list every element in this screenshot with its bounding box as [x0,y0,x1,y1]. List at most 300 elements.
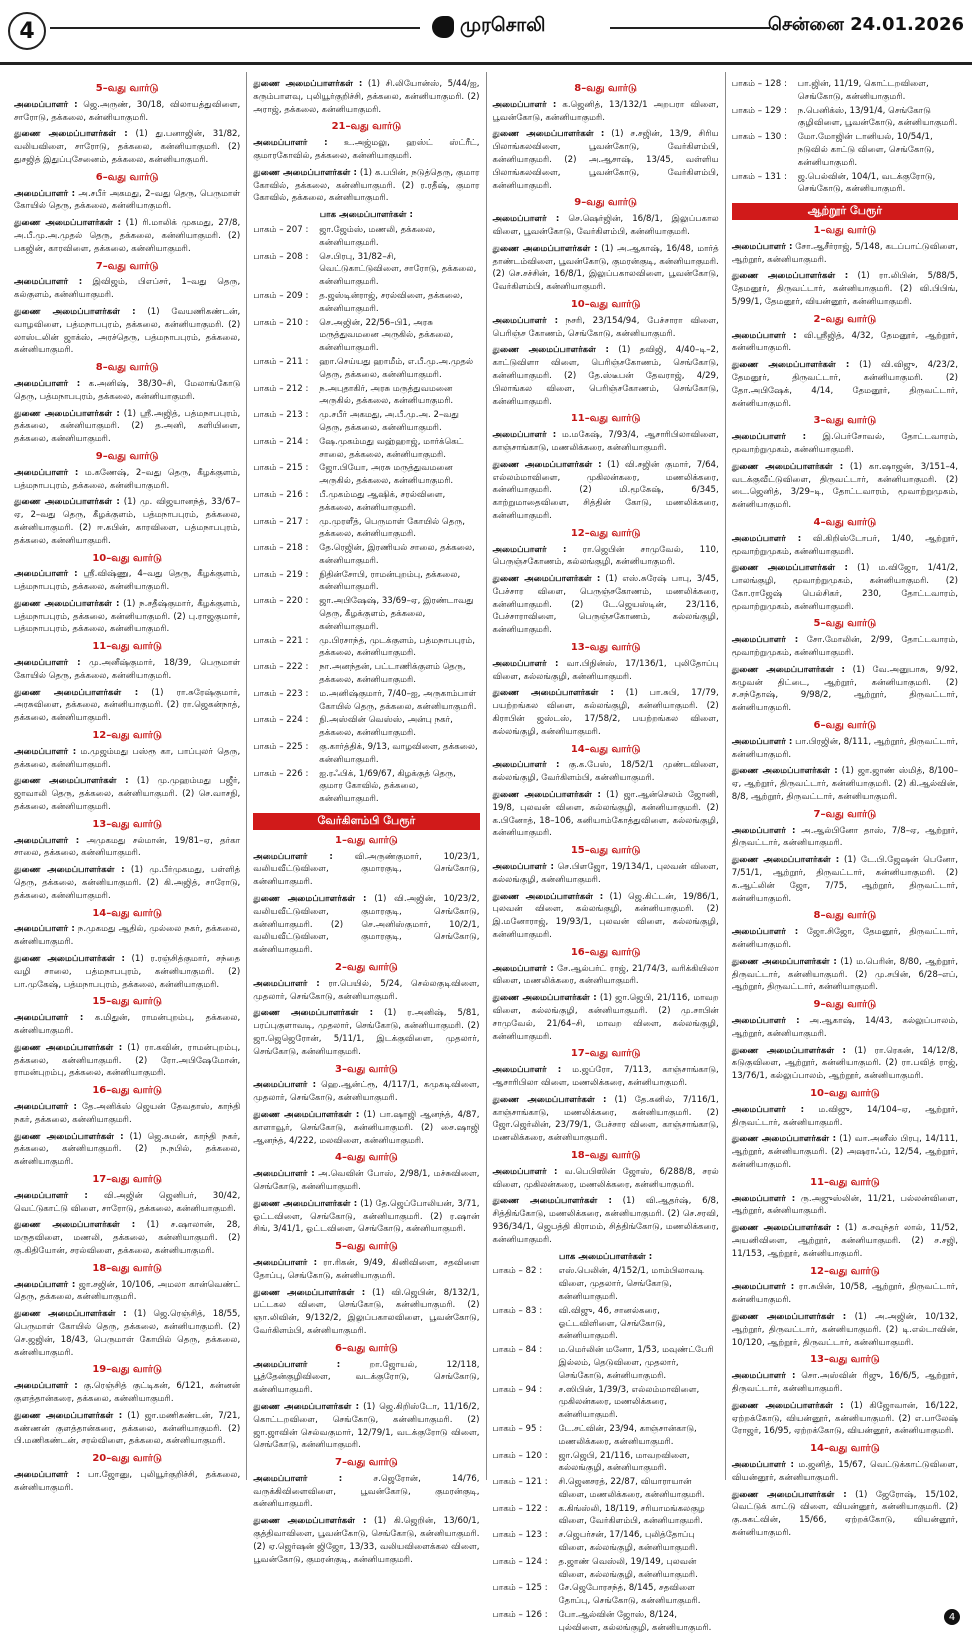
booth-row [732,131,958,169]
ward-heading: 11–வது வார்டு [570,413,641,425]
appointment-entry [253,1515,479,1566]
role-label: துணை அமைப்பாளர்கள் : [253,894,367,905]
appointee-details: ரா.பெயில், 5/24, செல்லகுடிவிளை, முதலார், செங்கோடு, கன்னியாகுமரி. [253,978,480,1002]
appointment-entry [14,1469,240,1495]
appointment-entry [493,344,719,408]
booth-number: பாகம் – 214 : [253,436,309,447]
brand-name: முரசொலி [460,14,546,36]
role-label: அமைப்பாளர் : [14,1101,77,1112]
booth-details: ம.அனிஷ்குமார், 7/40–ஐ, அருகாம்பாள் கோயில் தெரு, தக்கலை, கன்னியாகுமரி. [319,688,477,712]
appointment-entry [493,992,719,1043]
ward-heading: 11–வது வார்டு [810,1176,880,1188]
role-label: அமைப்பாளர் : [731,432,807,443]
booth-details: ந.அபுதாகிர், அரசு மருத்துவமனை அருகில், தக்கலை, கன்னியாகுமரி. [319,383,454,407]
role-label: அமைப்பாளர் : [14,467,79,478]
booth-row [253,542,479,568]
booth-details: த.ஜாண் வெஸ்லி, 19/149, புலவன் விளை, கல்லங்குழி, கன்னியாகுமரி. [558,1556,698,1580]
appointment-entry [253,1198,479,1236]
appointment-entry [253,137,479,163]
column-3 [487,72,726,1633]
appointee-details: (1) ச.சஜின், 13/9, சிரிய பிலாங்கலவிளை, பூவன்கோடு, வேர்கிளம்பி, கன்னியாகுமரி. (2) அ.ஆசாஷ், 13/45, வள்ளிய பிலாங்கலவிளை, பூவன்கோடு, வேர்கிளம்பி, கன்னியாகுமரி. [492,129,719,191]
appointment-entry [493,99,719,125]
appointment-entry [253,1257,479,1283]
ward-heading: 11–வது வார்டு [92,641,162,653]
dateline: சென்னை 24.01.2026 [767,14,964,35]
appointee-details: வி.அருண்குமார், 10/23/1, வலியவீட்டுவிளை, குமாரகுடி, செங்கோடு, கன்னியாகுமரி. [253,851,480,888]
appointee-details: இ.பெர்சோவல், தோட்டவாரம், மூவாற்றுமுகம், கன்னியாகுமரி. [731,432,958,455]
appointment-entry [14,687,240,725]
role-label: அமைப்பாளர் : [14,746,77,757]
booth-row [732,105,958,131]
appointment-entry [14,1308,240,1359]
booth-details: ஜ.பெல்வின், 104/1, வடக்குரோடு, செங்கோடு, கன்னியாகுமரி. [797,171,936,195]
role-label: அமைப்பாளர் : [14,835,80,846]
ward-heading: 16–வது வார்டு [92,1085,162,1097]
ward-heading: 1–வது வார்டு [335,834,398,846]
booth-number: பாகம் – 94 : [492,1384,543,1395]
ward-heading: 13–வது வார்டு [570,642,641,654]
role-label: துணை அமைப்பாளர்கள் : [731,664,845,675]
appointment-entry [253,978,479,1004]
appointee-details: பா.ஜோனு, புலியூர்குறிச்சி, தக்கலை, கன்னியாகுமரி. [14,1469,241,1493]
appointee-details: (1) எஸ்.சுரேஷ் பாபு, 3/45, பேச்சார விளை, பெருஞ்சகோணம், மணலிக்கரை, கன்னியாகுமரி. (2) டே.ஜெயஸ்டின், 23/116, பேச்சாராவிளை, பெருஞ்சகோணம், கல்லங்குழி, கன்னியாகுமரி. [492,574,719,636]
ward-heading: 18–வது வார்டு [92,1262,162,1274]
appointee-details: (1) அ.ஆகாஷ், 16/48, மார்த் தாண்டம்விளை, பூவன்கோடு, குமரன்குடி, கன்னியாகுமரி. (2) செ.சச்சின், 16/8/1, இலுப்பகாலவிளை, பூவன்கோடு, வேர்கிளம்பி, கன்னியாகுமரி. [492,243,719,293]
booth-details: ந.பெனிக்ஸ், 13/91/4, செங்கோடு குழிவிளை, பூவன்கோடு, கன்னியாகுமரி. [797,105,958,129]
appointment-entry [493,128,719,192]
booth-row [493,1423,719,1449]
appointee-details: (1) ர.அனிஷ், 5/81, பரப்புகுளாவடி, முதலார், செங்கோடு, கன்னியாகுமரி. (2) ஜா.ஜெஜெரோன், 5/11/1, இடக்குவிளை, முதலார், செங்கோடு, கன்னியாகுமரி. [253,1008,480,1057]
appointee-details: (1) ஜா.ஆன்செலம் ஜோனி, 19/8, புலவன் விளை, கல்லங்குழி, கன்னியாகுமரி. (2) க.பினோத், 18–106, கனியாம்கோத்துவிளை, கல்லங்குழி, கன்னியாகுமரி. [492,790,719,839]
appointment-entry [732,1222,958,1260]
appointee-details: ம.விஜு, 14/104–ஏ, ஆற்றூர், திருவட்டார், கன்னியாகுமரி. [731,1104,958,1128]
booth-number: பாகம் – 216 : [253,489,309,500]
appointee-details: அ.சபீர் அகமது, 2–வது தெரு, பெருமாள் கோயில் தெரு, தக்கலை, கன்னியாகுமரி. [14,188,241,212]
booth-number: பாகம் – 124 : [492,1556,548,1567]
ward-heading: 5–வது வார்டு [95,83,159,94]
booth-row [493,1556,719,1582]
booth-details: செ.பிரபு, 31/82–சி, வெட்டுகாட்டுவிளை, சாரோடு, தக்கலை, கன்னியாகுமரி. [319,251,477,288]
role-label: துணை அமைப்பாளர்கள் : [731,956,837,967]
brand [432,14,546,39]
appointee-details: வி.அஜின் ஜெனிபர், 30/42, வெட்டுகாட்டு விளை, சாரோடு, தக்கலை, கன்னியாகுமரி. [14,1190,241,1214]
appointment-entry [253,78,479,116]
ward-heading: 15–வது வார்டு [570,845,641,857]
appointee-details: (1) ஜெ.ரெஞ்சித், 18/55, பெருமாள் கோயில் தெரு, தக்கலை, கன்னியாகுமரி. (2) செ.ஜஜின், 18/43, பெருமாள் கோயில் தெரு, தக்கலை, கன்னியாகுமரி. [14,1309,241,1358]
ward-heading: 3–வது வார்டு [813,415,877,427]
booth-number: பாகம் – 223 : [253,688,309,699]
appointment-entry [732,1104,958,1130]
role-label: அமைப்பாளர் : [731,330,797,341]
role-label: துணை அமைப்பாளர்கள் : [492,1196,612,1207]
role-label: அமைப்பாளர் : [253,978,320,989]
booth-details: ஐ.ரஃபிக், 1/69/67, கிழக்குத் தெரு, குமார கோவில், தக்கலை, கன்னியாகுமரி. [319,768,456,805]
ward-heading: 1–வது வார்டு [813,224,877,236]
role-label: அமைப்பாளர் : [14,1013,84,1024]
role-label: துணை அமைப்பாளர்கள் : [253,79,363,89]
appointment-entry [732,461,958,512]
appointment-entry [14,1131,240,1169]
role-label: அமைப்பாளர் : [253,1080,317,1091]
booth-number: பாகம் – 125 : [492,1583,548,1594]
booth-number: பாகம் – 128 : [731,79,787,89]
appointment-entry [14,188,240,214]
role-label: அமைப்பாளர் : [253,1359,341,1370]
booth-number: பாகம் – 95 : [492,1423,543,1434]
appointment-entry [732,825,958,851]
booth-row [253,741,479,767]
role-label: அமைப்பாளர் : [731,1104,805,1115]
appointee-details: (1) ஜெ.கிட்டன், 19/86/1, புலவன் விளை, கல்லங்குழி, கன்னியாகுமரி. (2) இ.மனோராஜ், 19/93/1, புலவன் விளை, கல்லங்குழி, கன்னியாகுமரி. [492,891,719,941]
booth-row [253,688,479,714]
ward-heading: 3–வது வார்டு [335,1063,398,1075]
role-label: துணை அமைப்பாளர்கள் : [731,563,848,574]
role-label: அமைப்பாளர் : [492,214,560,225]
role-label: துணை அமைப்பாளர்கள் : [731,766,838,777]
appointee-details: (1) டே.பி.ஜேஷன் பெனோ, 7/51/1, ஆற்றூர், திருவட்டார், கன்னியாகுமரி. (2) க.ஆட்லின் ஜோ, 7/75, ஆற்றூர், திருவட்டார், கன்னியாகுமரி. [731,855,958,904]
appointment-entry [253,851,479,889]
appointment-entry [732,431,958,457]
appointee-details: ஜெ.அருண், 30/18, விலாயத்துவிளை, சாரோடு, தக்கலை, கன்னியாகுமரி. [14,99,241,123]
role-label: துணை அமைப்பாளர்கள் : [731,271,849,282]
booth-details: ஷே.முகம்மது வஹ்ஹாஜ், மார்க்கெட் சாலை, தக்கலை, கன்னியாகுமரி. [319,436,464,460]
booth-row [493,1476,719,1502]
appointee-details: (1) கா.ஷாஜன், 3/151–4, வடக்குவீட்டுவிளை, திருவட்டார், கன்னியாகுமரி. (2) டை.ஜெனித், 3/29–டி, தோட்டவாரம், மூவாற்றுமுகம், கன்னியாகுமரி. [731,461,958,511]
appointment-entry [14,746,240,772]
role-label: அமைப்பாளர் : [14,188,76,199]
appointee-details: ம.ஜனித், 15/67, வெட்டுக்காட்டுவிளை, வியன்னூர், கன்னியாகுமரி. [731,1459,958,1483]
role-label: துணை அமைப்பாளர்கள் : [492,459,602,470]
role-label: அமைப்பாளர் : [492,315,559,326]
appointee-details: ச.ஜெரோன், 14/76, வருக்கிவிளைவிளை, பூவன்கோடு, குமரன்குடி, கன்னியாகுமரி. [253,1473,480,1510]
appointee-details: வி.ஸ்ரீஜித், 4/32, தேமனூர், ஆற்றூர், கன்னியாகுமரி. [731,330,958,354]
role-label: துணை அமைப்பாளர்கள் : [492,790,601,801]
booth-details: தே.ரெஜின், இரணியல் சாலை, தக்கலை, கன்னியாகுமரி. [319,543,475,566]
appointment-entry [14,276,240,302]
role-label: துணை அமைப்பாளர்கள் : [14,598,120,609]
appointee-details: சே.ஆல்பர்ட் ராஜ், 21/74/3, வரிக்கியிலா விளை, மணலிக்கரை, கன்னியாகுமரி. [492,963,719,987]
role-label: அமைப்பாளர் : [492,963,554,974]
appointment-entry [493,687,719,738]
ward-heading: 9–வது வார்டு [95,450,159,462]
role-label: அமைப்பாளர் : [731,1193,796,1204]
role-label: அமைப்பாளர் : [731,635,799,646]
appointment-entry [14,408,240,446]
booth-details: க.கிங்ஸ்லி, 18/119, சரியாமங்கலகுழ விளை, வேர்கிளம்பி, கன்னியாகுமரி. [558,1503,705,1527]
appointment-entry [493,789,719,840]
role-label: அமைப்பாளர் : [731,533,802,544]
appointee-details: (1) ரா.கவின், ராமன்புறம்பு, தக்கலை, கன்னியாகுமரி. (2) ரோ.அபிஷேமோன், ராமன்புறம்பு, தக்கலை, கன்னியாகுமரி. [14,1042,241,1079]
appointee-details: (1) ரா.சுரேஷ்குமார், அரசுவிளை, தக்கலை, கன்னியாகுமரி. (2) ரா.ஜெகன்நாத், தக்கலை, கன்னியாகுமரி. [14,687,241,724]
role-label: துணை அமைப்பாளர்கள் : [731,1400,844,1411]
booth-number: பாகம் – 207 : [253,224,309,235]
appointment-entry [14,568,240,594]
ward-heading: 8–வது வார்டு [95,362,159,374]
role-label: அமைப்பாளர் : [492,544,567,555]
appointee-details: (1) ஜேரோஷ், 15/102, வெட்டுக் காட்டு விளை, வியன்னூர், கன்னியாகுமரி. (2) கு.சுகட்வின், 15/66, ஏற்றக்கோடு, வியன்னூர், கன்னியாகுமரி. [731,1489,958,1538]
subsection-heading: பாக அமைப்பாளர்கள் : [559,1251,653,1262]
booth-number: பாகம் – 122 : [492,1503,548,1514]
column-4 [726,72,964,1538]
appointee-details: (1) தே.கனில், 7/116/1, காஞ்சாங்காடு, மணலிக்கரை, கன்னியாகுமரி. (2) ஜோ.ஜெர்லின், 23/79/1, பேச்சார விளை, காஞ்சாங்காடு, மணலிக்கரை, கன்னியாகுமரி. [492,1094,719,1144]
appointment-entry [732,634,958,660]
appointment-entry [493,891,719,942]
ward-heading: 7–வது வார்டு [813,808,877,820]
role-label: அமைப்பாளர் : [492,658,559,669]
booth-row [253,462,479,488]
ward-heading: 8–வது வார்டு [813,910,877,922]
appointment-entry [732,1281,958,1307]
footer-page-number: 4 [944,1609,960,1625]
appointee-details: (1) சி.லியோன்ஸ், 5/44/ஐ, கரும்பாளவு, புலியூர்குறிச்சி, தக்கலை, கன்னியாகுமரி. (2) அராஜ், தக்கலை, கன்னியாகுமரி. [253,79,480,115]
role-label: அமைப்பாளர் : [492,1166,558,1177]
appointment-entry [14,1279,240,1305]
booth-number: பாகம் – 209 : [253,290,309,301]
booth-number: பாகம் – 218 : [253,543,309,554]
appointee-details: (1) பா.ஷாஜி ஆனந்த், 4/87, காளாவூர், செங்கோடு, கன்னியாகுமரி. (2) சை.ஷாஜி ஆனந்த், 4/222, மலவிளை, கன்னியாகுமரி. [253,1109,480,1146]
appointee-details: (1) ரா.லிபின், 5/88/5, தேமனூர், திருவட்டார், கன்னியாகுமரி. (2) வி.பிபிங், 5/99/1, தேமனூர், வியன்னூர், கன்னியாகுமரி. [731,271,958,307]
role-label: துணை அமைப்பாளர்கள் : [253,1401,360,1412]
role-label: அமைப்பாளர் : [492,862,554,873]
appointment-entry [14,1410,240,1448]
appointee-details: கு.ரெஞ்சித் குட்டிகன், 6/121, கன்னன் குளத்தான்கரை, தக்கலை, கன்னியாகுமரி. [14,1381,241,1404]
appointment-entry [732,736,958,762]
booth-row [253,489,479,515]
role-label: அமைப்பாளர் : [492,1065,562,1076]
role-label: அமைப்பாளர் : [14,277,83,288]
role-label: அமைப்பாளர் : [492,99,557,110]
appointee-details: வி.கிறிஸ்டோபர், 1/40, ஆற்றூர், மூவாற்றுமுகம், கன்னியாகுமரி. [731,533,958,557]
role-label: அமைப்பாளர் : [731,1371,796,1382]
booth-row [253,714,479,740]
role-label: துணை அமைப்பாளர்கள் : [14,1410,123,1421]
role-label: அமைப்பாளர் : [14,924,75,935]
booth-row [493,1529,719,1555]
appointment-entry [732,664,958,715]
appointment-entry [14,598,240,636]
booth-row [493,1384,719,1422]
appointment-entry [493,963,719,989]
ward-heading: 10–வது வார்டு [810,1087,880,1099]
booth-details: ச.ஜெபர்சன், 17/146, புலித்தோப்பு விளை, கல்லங்குழி, கன்னியாகுமரி. [558,1530,698,1554]
role-label: துணை அமைப்பாளர்கள் : [731,1489,847,1500]
booth-details: மு.சபீர் அகமது, அ.பீ.மு.அ. 2–வது தெரு, தக்கலை, கன்னியாகுமரி. [319,410,459,433]
appointee-details: ரு.அஜுஸ்லின், 11/21, பல்லன்விளை, ஆற்றூர், கன்னியாகுமரி. [731,1193,958,1217]
ward-heading: 9–வது வார்டு [574,197,637,209]
booth-number: பாகம் – 224 : [253,715,309,726]
appointee-details: சோ.ஆசீர்ராஜ், 5/148, கடப்பாட்டுவிளை, ஆற்றூர், கன்னியாகுமரி. [731,241,958,265]
booth-number: பாகம் – 217 : [253,516,309,527]
role-label: அமைப்பாளர் : [253,1169,315,1180]
appointment-entry [253,1287,479,1338]
appointment-entry [14,378,240,404]
appointee-details: செ.ஷெர்ஜின், 16/8/1, இலுப்பகால விளை, பூவன்கோடு, வேர்கிளம்பி, கன்னியாகுமரி. [492,214,719,237]
appointee-details: (1) மு.முஹம்மது பஜீர், ஜாவாலி தெரு, தக்கலை, கன்னியாகுமரி. (2) செ.வாசநி, தக்கலை, கன்னியாகுமரி. [14,776,241,813]
appointee-details: (1) வா.அனீஸ் பிரபு, 14/111, ஆற்றூர், கன்னியாகுமரி. (2) அஷராஃப், 12/54, ஆற்றூர், கன்னியாகுமரி. [731,1134,958,1170]
appointment-entry [732,533,958,559]
booth-details: த.ஜஸ்டின்ராஜ், சரல்விளை, தக்கலை, கன்னியாகுமரி. [319,290,463,314]
appointee-details: க.மிதுன், ராமன்புறம்பு, தக்கலை, கன்னியாகுமரி. [14,1013,241,1036]
role-label: துணை அமைப்பாளர்கள் : [14,1042,123,1053]
appointment-entry [732,956,958,994]
appointment-entry [493,658,719,684]
appointment-entry [732,1489,958,1540]
booth-number: பாகம் – 213 : [253,410,309,421]
appointee-details: ஜா.சஜின், 10/106, அமலா கான்வெண்ட் தெரு, தக்கலை, கன்னியாகுமரி. [14,1279,241,1303]
appointee-details: க.அனிஷ், 38/30–சி, மேலாங்கோடு தெரு, பத்மநாபபுரம், தக்கலை, கன்னியாகுமரி. [14,378,241,402]
appointment-entry [14,775,240,813]
booth-details: மு.பிரசாந்த், முடக்குளம், பத்மநாபபுரம், தக்கலை, கன்னியாகுமரி. [319,635,476,659]
column-2 [247,72,486,1565]
ward-heading: 4–வது வார்டு [813,516,877,528]
appointment-entry [14,1042,240,1080]
ward-heading: 7–வது வார்டு [335,1457,398,1469]
appointee-details: ந.முகமது ஆதில், முல்லை நகர், தக்கலை, கன்னியாகுமரி. [14,924,241,948]
appointee-details: ஜோ.சிஜோ, தேமனூர், திருவட்டார், கன்னியாகுமரி. [731,927,958,951]
booth-number: பாகம் – 226 : [253,768,309,779]
ward-heading: 13–வது வார்டு [92,818,162,830]
booth-row [493,1265,719,1303]
appointee-details: (1) தே.ஜெப்போலியன், 3/71, ஓட்டவிளை, செங்கோடு, கன்னியாகுமரி. (2) ர.ஷான் சிங், 3/41/1, ஓட்டவிளை, செங்கோடு, கன்னியாகுமரி. [253,1198,480,1235]
appointment-entry [253,167,479,205]
appointee-details: (1) வி.சஜின் குமார், 7/64, எல்லம்மாவிளை, முகிலன்கரை, மணலிக்கரை, கன்னியாகுமரி. (2) மி.மூகேஷ், 6/345, காற்றுமாதைவிளை, சித்தின் கோடு, மணலிக்கரை, கன்னியாகுமரி. [492,459,719,521]
role-label: அமைப்பாளர் : [731,736,793,747]
appointment-entry [14,1012,240,1038]
appointment-entry [14,1190,240,1216]
appointment-entry [14,217,240,255]
appointment-entry [14,657,240,683]
role-label: அமைப்பாளர் : [14,1469,80,1480]
role-label: அமைப்பாளர் : [253,851,333,862]
appointee-details: (1) ஜா.ஜாண் ஸ்மித், 8/100–ஏ, ஆற்றூர், திருவட்டார், கன்னியாகுமரி. (2) கி.ஆல்வின், 8/8, ஆற்றூர், திருவட்டார், கன்னியாகுமரி. [731,766,958,803]
role-label: அமைப்பாளர் : [14,569,78,580]
ward-heading: 6–வது வார்டு [95,171,159,183]
page-number: 4 [8,12,46,50]
booth-row [253,768,479,806]
appointee-details: (1) கி.ஜெறின், 13/60/1, குத்திவாவிளை, பூவன்கோடு, செங்கோடு, கன்னியாகுமரி. (2) ஏ.ஜெர்ஷன் ஜிஜோ, 13/33, வலியவிளைக்கல விளை, பூவன்கோடு, குமரன்குடி, கன்னியாகுமரி. [253,1516,480,1565]
booth-row [732,78,958,104]
booth-details: செ.அஜின், 22/56–பி1, அரசு மருத்துவமனை அருகில், தக்கலை, கன்னியாகுமரி. [319,317,454,354]
role-label: துணை அமைப்பாளர்கள் : [731,1045,846,1056]
appointment-entry [493,1195,719,1246]
role-label: அமைப்பாளர் : [731,825,796,836]
booth-row [253,569,479,595]
role-label: துணை அமைப்பாளர்கள் : [14,1131,124,1142]
role-label: துணை அமைப்பாளர்கள் : [492,1094,607,1105]
booth-row [253,383,479,409]
appointee-details: (1) ந.சதீஷ்குமார், கீழக்குளம், பத்மநாபபுரம், தக்கலை, கன்னியாகுமரி. (2) பு.ராஜகுமார், பத்மநாபபுரம், தக்கலை, கன்னியாகுமரி. [14,598,241,635]
ward-heading: 14–வது வார்டு [810,1443,880,1455]
role-label: துணை அமைப்பாளர்கள் : [492,891,604,902]
booth-details: ம.மெர்லின் மனோ, 1/53, மவுண்ட்பேரி இல்லம், தெடுவிளை, முதலார், செங்கோடு, கன்னியாகுமரி. [558,1345,714,1381]
booth-number: பாகம் – 84 : [492,1345,543,1356]
appointee-details: ஹெ.ஆன்ட்ரூ, 4/117/1, கமுகடிவிளை, முதலார், செங்கோடு, கன்னியாகுமரி. [253,1080,480,1104]
appointee-details: தே.அனிக்ஸ் ஜெயன் தேவதாஸ், காந்தி நகர், தக்கலை, கன்னியாகுமரி. [14,1101,241,1125]
appointment-entry [732,562,958,613]
booth-details: நா.அனந்தன், பட்டாணிக்குளம் தெரு, தக்கலை, கன்னியாகுமரி. [319,662,466,686]
booth-details: நிதின்சோபி, ராமன்புறம்பு, தக்கலை, கன்னியாகுமரி. [319,569,461,593]
section-banner: ஆற்றூர் பேரூர் [732,203,958,220]
appointment-entry [493,1094,719,1145]
booth-details: ஜோ.பியோ, அரசு மருத்துவமனை அருகில், தக்கலை, கன்னியாகுமரி. [319,463,454,487]
booth-number: பாகம் – 220 : [253,596,309,607]
appointment-entry [732,1459,958,1485]
appointment-entry [14,1219,240,1257]
appointee-details: ரா.ரிகன், 9/49, கினிவிளை, சதவிளை தோப்பு, செங்கோடு, கன்னியாகுமரி. [253,1257,480,1281]
appointment-entry [14,1380,240,1406]
booth-row [253,595,479,633]
role-label: துணை அமைப்பாளர்கள் : [14,408,120,419]
booth-row [253,251,479,289]
appointee-details: (1) வே.அனுபாசு, 9/92, கழுவன் திட்டை, ஆற்றூர், கன்னியாகுமரி. (2) ச.சந்தோஷ், 9/98/2, ஆற்றூர், திருவட்டார், கன்னியாகுமரி. [731,664,958,714]
appointee-details: ம.ஜப்ரோ, 7/113, காஞ்சாங்காடு, ஆசாரிபிலா விளை, மணலிக்கரை, கன்னியாகுமரி. [492,1065,719,1088]
appointee-details: ம.முஜம்மது பஸ்ரூ கா, பாப்புலர் தெரு, தக்கலை, கன்னியாகுமரி. [14,746,241,770]
role-label: அமைப்பாளர் : [14,658,81,669]
role-label: அமைப்பாளர் : [14,1279,76,1290]
ward-heading: 13–வது வார்டு [810,1354,880,1366]
role-label: துணை அமைப்பாளர்கள் : [253,1198,358,1209]
ward-heading: 19–வது வார்டு [92,1364,162,1376]
appointment-entry [732,241,958,267]
appointee-details: சொ.அஸ்வின் ரிஜு, 16/6/5, ஆற்றூர், திருவட்டார், கன்னியாகுமரி. [731,1371,958,1394]
appointee-details: (1) ஸ்ரீ.அஜித், பத்மநாபபுரம், தக்கலை, கன்னியாகுமரி. (2) த.அனி, களியிளை, தக்கலை, கன்னியாகுமரி. [14,408,241,445]
booth-row [493,1450,719,1476]
appointment-entry [493,429,719,455]
appointee-details: (1) மு. விஜயானந்த், 33/67–ஏ, 2–வது தெரு, கீழக்குளம், பத்மநாபபுரம், தக்கலை, கன்னியாகுமரி. (2) ஈ.கபின், காரவிளை, பத்மநாபபுரம், தக்கலை, கன்னியாகுமரி. [14,497,241,546]
booth-number: பாகம் – 131 : [731,171,787,182]
appointee-details: (1) ச.ஷாலான், 28, மருதவிளை, மணலி, தக்கலை, கன்னியாகுமரி. (2) கு.கிதியோன், சரல்விளை, தக்கலை, கன்னியாகுமரி. [14,1220,241,1256]
role-label: அமைப்பாளர் : [253,1257,318,1268]
appointment-entry [493,243,719,294]
appointment-entry [253,1109,479,1147]
booth-number: பாகம் – 225 : [253,742,309,753]
role-label: துணை அமைப்பாளர்கள் : [492,574,601,585]
appointee-details: செ.பிளஜோ, 19/134/1, புலவன் விளை, கல்லங்குழி, கன்னியாகுமரி. [492,862,719,885]
ward-heading: 12–வது வார்டு [92,730,162,742]
booth-row [253,224,479,250]
appointment-entry [732,330,958,356]
appointee-details: (1) ரா.ரெகன், 14/12/8, கடுகுவிளை, ஆற்றூர், கன்னியாகுமரி. (2) ரா.பவித் ராஜ், 13/76/1, கல்லுப்பாலம், ஆற்றூர், கன்னியாகுமரி. [731,1045,958,1082]
appointment-entry [493,315,719,341]
appointment-entry [253,1168,479,1194]
appointee-details: (1) ர.ரஞ்சித்குமார், சந்தை வழி சாலை, பத்மநாபபுரம், கன்னியாகுமரி. (2) பா.முகேஷ், பத்மநாபபுரம், தக்கலை, கன்னியாகுமரி. [14,954,241,990]
appointee-details: ம.மகேஷ், 7/93/4, ஆசாரிபிலாவிளை, காஞ்சாங்காடு, மணலிக்கரை, கன்னியாகுமரி. [492,430,719,453]
booth-details: கு.கார்த்திக், 9/13, வாழவிளை, தக்கலை, கன்னியாகுமரி. [319,742,478,765]
role-label: துணை அமைப்பாளர்கள் : [14,865,125,876]
role-label: துணை அமைப்பாளர்கள் : [14,218,122,229]
booth-number: பாகம் – 123 : [492,1530,548,1541]
booth-row [253,409,479,435]
appointment-entry [14,306,240,357]
appointee-details: (1) தவிஜி, 4/40–டி–2, காட்டுவிளா விளை, பெரிஞ்சகோணம், செங்கோடு, கன்னியாகுமரி. (2) தே.ஸ்டீபன் தேவராஜ், 4/29, பிலாங்கல விளை, பெரிஞ்சகோணம், செங்கோடு, கன்னியாகுமரி. [492,345,719,407]
booth-number: பாகம் – 222 : [253,662,309,673]
appointee-details: (1) க.பபின், நடுத்தெரு, குமார கோவில், தக்கலை, கன்னியாகுமரி. (2) ர.ரதீஷ், குமார கோவில், தக்கலை, கன்னியாகுமரி. [253,167,480,204]
role-label: அமைப்பாளர் : [253,138,328,149]
ward-heading: 5–வது வார்டு [813,618,877,630]
appointment-entry [14,835,240,861]
ward-heading: 9–வது வார்டு [813,999,877,1011]
subsection-heading: பாக அமைப்பாளர்கள் : [319,210,413,221]
booth-details: ஜா.அபிஷேஷ், 33/69–ஏ, இரண்டாவது தெரு, கீழக்குளம், தக்கலை, கன்னியாகுமரி. [319,596,474,632]
appointment-entry [493,1064,719,1090]
appointment-entry [493,861,719,887]
appointee-details: (1) து.பனாஜின், 31/82, வலியவிளை, சாரோடு, தக்கலை, கன்னியாகுமரி. (2) துசஜித் இதுப்புசேனைம், தக்கலை, கன்னியாகுமரி. [14,129,241,165]
role-label: துணை அமைப்பாளர்கள் : [14,129,128,140]
appointee-details: ரா.ஜெபின் சாமுவேல், 110, பெருஞ்சகோணம், கல்லங்குழி, கன்னியாகுமரி. [492,544,719,568]
appointee-details: (1) வி.ஆதர்ஷ், 6/8, சித்திங்கோடு, மணலிக்கரை, கன்னியாகுமரி. (2) செ.சரவி, 936/34/1, ஜெபத்தி கிராமம், சித்திங்கோடு, மணலிக்கரை, கன்னியாகுமரி. [492,1196,719,1245]
ward-heading: 12–வது வார்டு [570,527,641,539]
appointee-details: (1) அ.அஜின், 10/132, ஆற்றூர், திருவட்டார், கன்னியாகுமரி. (2) டி.எல்டாவின், 10/120, ஆற்றூர், திருவட்டார், கன்னியாகுமரி. [731,1311,958,1348]
